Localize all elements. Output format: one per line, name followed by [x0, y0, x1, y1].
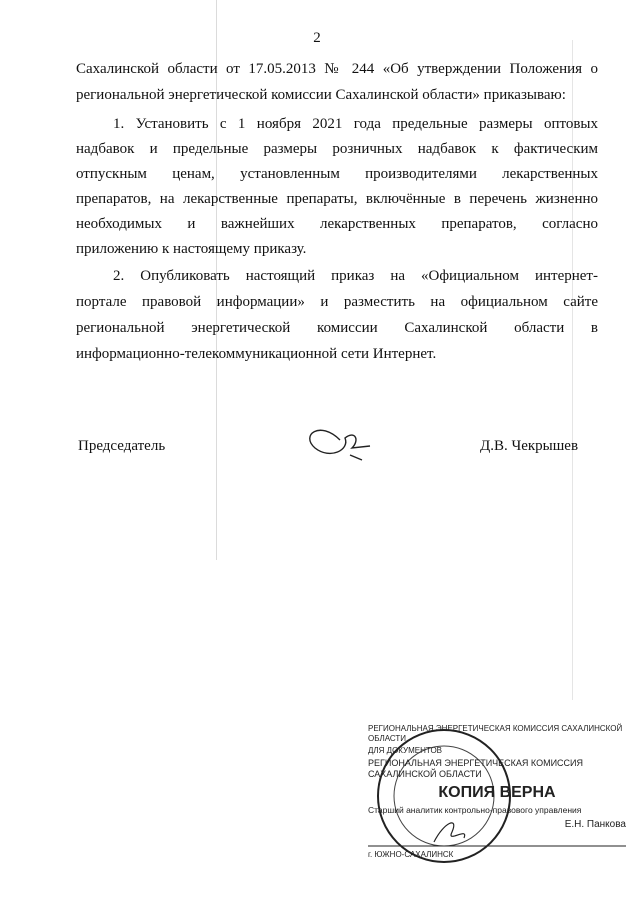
stamp-name: Е.Н. Панкова: [564, 819, 626, 830]
text-line: 2. Опубликовать настоящий приказ на «Официальном интернет-: [113, 268, 598, 284]
seal-diagonal: ДЛЯ ДОКУМЕНТОВ: [368, 746, 443, 755]
signatory-title: Председатель: [78, 438, 166, 454]
text-line: необходимых и важнейших лекарственных препаратов, согласно: [76, 216, 598, 232]
text-line: 1. Установить с 1 ноября 2021 года предельные размеры оптовых: [113, 116, 598, 132]
seal-ring-bottom: г. ЮЖНО-САХАЛИНСК: [368, 850, 454, 859]
text-line: портале правовой информации» и разместить на официальном сайте: [76, 294, 598, 310]
text-line: Сахалинской области от 17.05.2013 № 244 «Об утверждении Положения о: [76, 61, 598, 77]
text-line: препаратов, на лекарственные препараты, включённые в перечень жизненно: [76, 191, 598, 207]
stamp-position: Старший аналитик контрольно-правового управления: [368, 805, 582, 815]
text-line: отпускным ценам, установленным производителями лекарственных: [76, 166, 598, 182]
text-line: региональной энергетической комиссии Сахалинской области» приказываю:: [76, 87, 566, 103]
scan-artifact: [572, 40, 573, 700]
text-line: региональной энергетической комиссии Сахалинской области в: [76, 320, 598, 336]
text-line: приложению к настоящему приказу.: [76, 241, 307, 257]
text-line: информационно-телекоммуникационной сети Интернет.: [76, 346, 437, 362]
text-line: надбавок и предельные размеры розничных надбавок к фактическим: [76, 141, 598, 157]
certified-copy-stamp: [364, 724, 630, 864]
signatory-name: Д.В. Чекрышев: [480, 438, 579, 454]
stamp-org: РЕГИОНАЛЬНАЯ ЭНЕРГЕТИЧЕСКАЯ КОМИССИЯ САХАЛИНСКОЙ ОБЛАСТИ: [368, 758, 584, 779]
handwritten-signature: [300, 410, 380, 470]
stamp-heading: КОПИЯ ВЕРНА: [438, 784, 556, 801]
page-number: 2: [313, 30, 321, 46]
seal-ring-text: РЕГИОНАЛЬНАЯ ЭНЕРГЕТИЧЕСКАЯ КОМИССИЯ САХАЛИНСКОЙ ОБЛАСТИ: [368, 724, 623, 743]
